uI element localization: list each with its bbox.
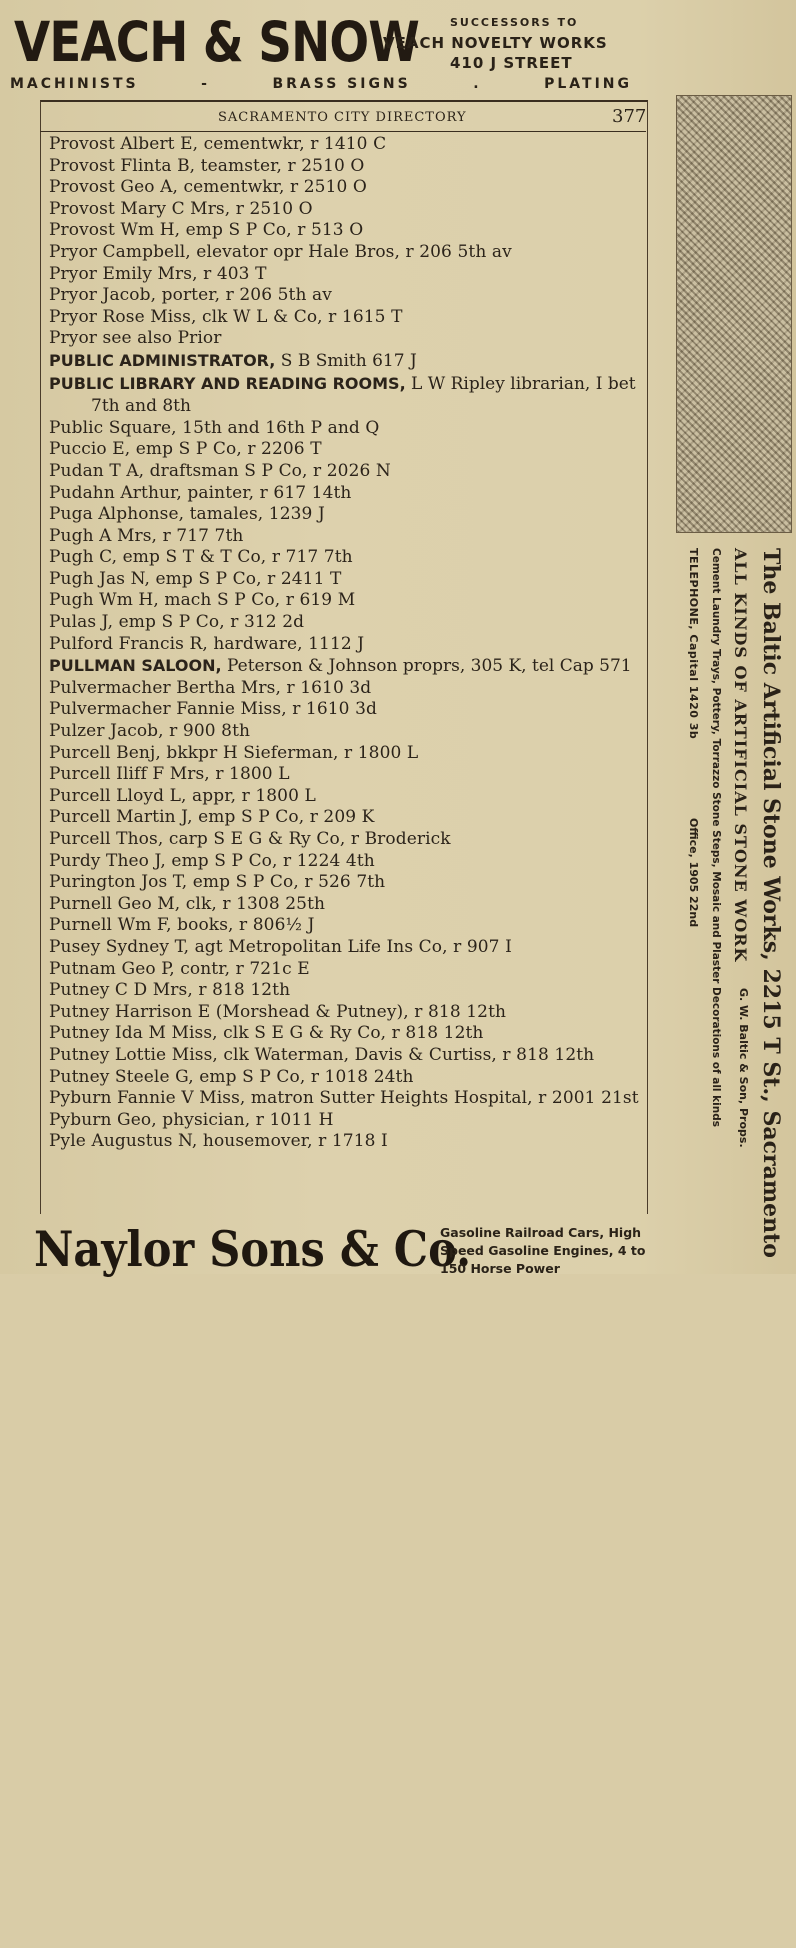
bottom-ad-firm-name: Naylor Sons & Co.	[34, 1220, 472, 1278]
directory-entry: Pugh Wm H, mach S P Co, r 619 M	[49, 590, 356, 611]
directory-entry: Pudan T A, draftsman S P Co, r 2026 N	[49, 460, 391, 481]
directory-entry: Pugh C, emp S T & T Co, r 717 7th	[49, 547, 353, 568]
entry-details: S B Smith 617 J	[275, 350, 417, 371]
directory-entry: Public Square, 15th and 16th P and Q	[49, 417, 380, 438]
directory-entry: Pulford Francis R, hardware, 1112 J	[49, 633, 365, 654]
header-rule	[40, 131, 646, 132]
directory-entry: Putney Harrison E (Morshead & Putney), r 818 12th	[49, 1001, 507, 1022]
directory-entry: Putney C D Mrs, r 818 12th	[49, 980, 291, 1001]
directory-entry: Pryor Emily Mrs, r 403 T	[49, 263, 267, 284]
top-ad-successors-label: SUCCESSORS TO	[450, 16, 579, 29]
top-ad-separator: -	[201, 76, 210, 92]
directory-entry: Pugh A Mrs, r 717 7th	[49, 525, 244, 546]
directory-entry: Pryor Jacob, porter, r 206 5th av	[49, 285, 332, 306]
directory-entry	[49, 373, 643, 418]
top-ad-service: BRASS SIGNS	[272, 76, 411, 92]
directory-entry: Purcell Thos, carp S E G & Ry Co, r Broderick	[49, 829, 451, 849]
directory-entry: Pyle Augustus N, housemover, r 1718 I	[49, 1131, 388, 1152]
directory-entry: Pryor Rose Miss, clk W L & Co, r 1615 T	[49, 306, 403, 327]
directory-entry: Pusey Sydney T, agt Metropolitan Life Ins Co, r 907 I	[49, 936, 512, 957]
running-header	[40, 106, 646, 130]
directory-entry: Pulvermacher Fannie Miss, r 1610 3d	[49, 699, 378, 720]
side-ad-headline: The Baltic Artificial Stone Works, 2215 T St., Sacramento	[758, 548, 784, 1258]
directory-entry: Provost Flinta B, teamster, r 2510 O	[49, 155, 365, 176]
directory-entry: Putney Lottie Miss, clk Waterman, Davis & Curtiss, r 818 12th	[49, 1044, 595, 1065]
top-ad-predecessor: VEACH NOVELTY WORKS	[383, 34, 608, 52]
top-ad-services	[10, 76, 632, 92]
top-ad-separator: .	[473, 76, 482, 92]
directory-entry: Pryor Campbell, elevator opr Hale Bros, r 206 5th av	[49, 241, 512, 262]
directory-entry: Purington Jos T, emp S P Co, r 526 7th	[49, 872, 386, 893]
directory-entry: Purcell Martin J, emp S P Co, r 209 K	[49, 807, 375, 828]
directory-entries	[49, 134, 643, 1153]
directory-entry: Puccio E, emp S P Co, r 2206 T	[49, 439, 322, 460]
directory-entry: Putney Steele G, emp S P Co, r 1018 24th	[49, 1066, 414, 1087]
directory-entry: Purcell Iliff F Mrs, r 1800 L	[49, 764, 290, 785]
directory-entry: Pulzer Jacob, r 900 8th	[49, 721, 251, 742]
entry-details: L W Ripley librarian, I bet 7th and 8th	[91, 373, 636, 417]
top-ad-firm-name: VEACH & SNOW	[14, 10, 419, 74]
decorative-stone-pattern	[676, 95, 792, 533]
directory-entry: Purcell Lloyd L, appr, r 1800 L	[49, 785, 316, 806]
directory-entry	[49, 655, 643, 678]
entry-details: Peterson & Johnson proprs, 305 K, tel Cap 571	[221, 656, 632, 677]
side-ad-proprietors: G. W. Baltic & Son, Props.	[737, 988, 750, 1148]
side-ad-telephone: TELEPHONE, Capital 1420 3b	[687, 548, 700, 740]
bottom-ad-description: Gasoline Railroad Cars, High Speed Gasoline Engines, 4 to 150 Horse Power	[440, 1225, 646, 1276]
directory-entry: Purnell Geo M, clk, r 1308 25th	[49, 893, 326, 914]
directory-entry: Pulas J, emp S P Co, r 312 2d	[49, 612, 305, 633]
directory-entry: Provost Geo A, cementwkr, r 2510 O	[49, 177, 367, 198]
directory-entry: Pyburn Geo, physician, r 1011 H	[49, 1109, 334, 1130]
side-ad-products: Cement Laundry Trays, Pottery, Torrazzo Stone Steps, Mosaic and Plaster Decorations of all kinds	[710, 548, 722, 1128]
entry-heading: PUBLIC ADMINISTRATOR,	[49, 350, 276, 370]
directory-entry: Pulvermacher Bertha Mrs, r 1610 3d	[49, 677, 372, 698]
directory-entry: Provost Albert E, cementwkr, r 1410 C	[49, 134, 387, 154]
directory-entry	[49, 350, 643, 373]
top-ad-address: 410 J STREET	[450, 54, 573, 72]
entry-heading: PUBLIC LIBRARY AND READING ROOMS,	[49, 373, 406, 393]
directory-entry: Putnam Geo P, contr, r 721c E	[49, 958, 310, 979]
directory-entry: Purcell Benj, bkkpr H Sieferman, r 1800 L	[49, 742, 419, 763]
page-number: 377	[612, 106, 647, 127]
directory-entry: Pryor see also Prior	[49, 328, 222, 349]
running-header-title: SACRAMENTO CITY DIRECTORY	[218, 110, 467, 125]
side-ad-subhead: ALL KINDS OF ARTIFICIAL STONE WORK	[731, 548, 750, 963]
directory-entry: Putney Ida M Miss, clk S E G & Ry Co, r 818 12th	[49, 1023, 484, 1044]
bottom-advertisement	[0, 1212, 796, 1278]
directory-entry: Provost Wm H, emp S P Co, r 513 O	[49, 220, 364, 241]
entry-heading: PULLMAN SALOON,	[49, 656, 222, 676]
directory-entry: Pugh Jas N, emp S P Co, r 2411 T	[49, 568, 342, 589]
top-advertisement	[0, 0, 796, 100]
directory-entry: Provost Mary C Mrs, r 2510 O	[49, 198, 313, 219]
top-ad-service: PLATING	[544, 76, 632, 92]
side-ad-office: Office, 1905 22nd	[687, 818, 700, 928]
directory-entry: Pyburn Fannie V Miss, matron Sutter Heights Hospital, r 2001 21st	[49, 1088, 639, 1109]
directory-entry: Pudahn Arthur, painter, r 617 14th	[49, 482, 352, 503]
directory-entry: Purdy Theo J, emp S P Co, r 1224 4th	[49, 850, 375, 871]
directory-entry: Puga Alphonse, tamales, 1239 J	[49, 504, 325, 525]
top-ad-service: MACHINISTS	[10, 76, 139, 92]
directory-entry: Purnell Wm F, books, r 806½ J	[49, 915, 315, 936]
